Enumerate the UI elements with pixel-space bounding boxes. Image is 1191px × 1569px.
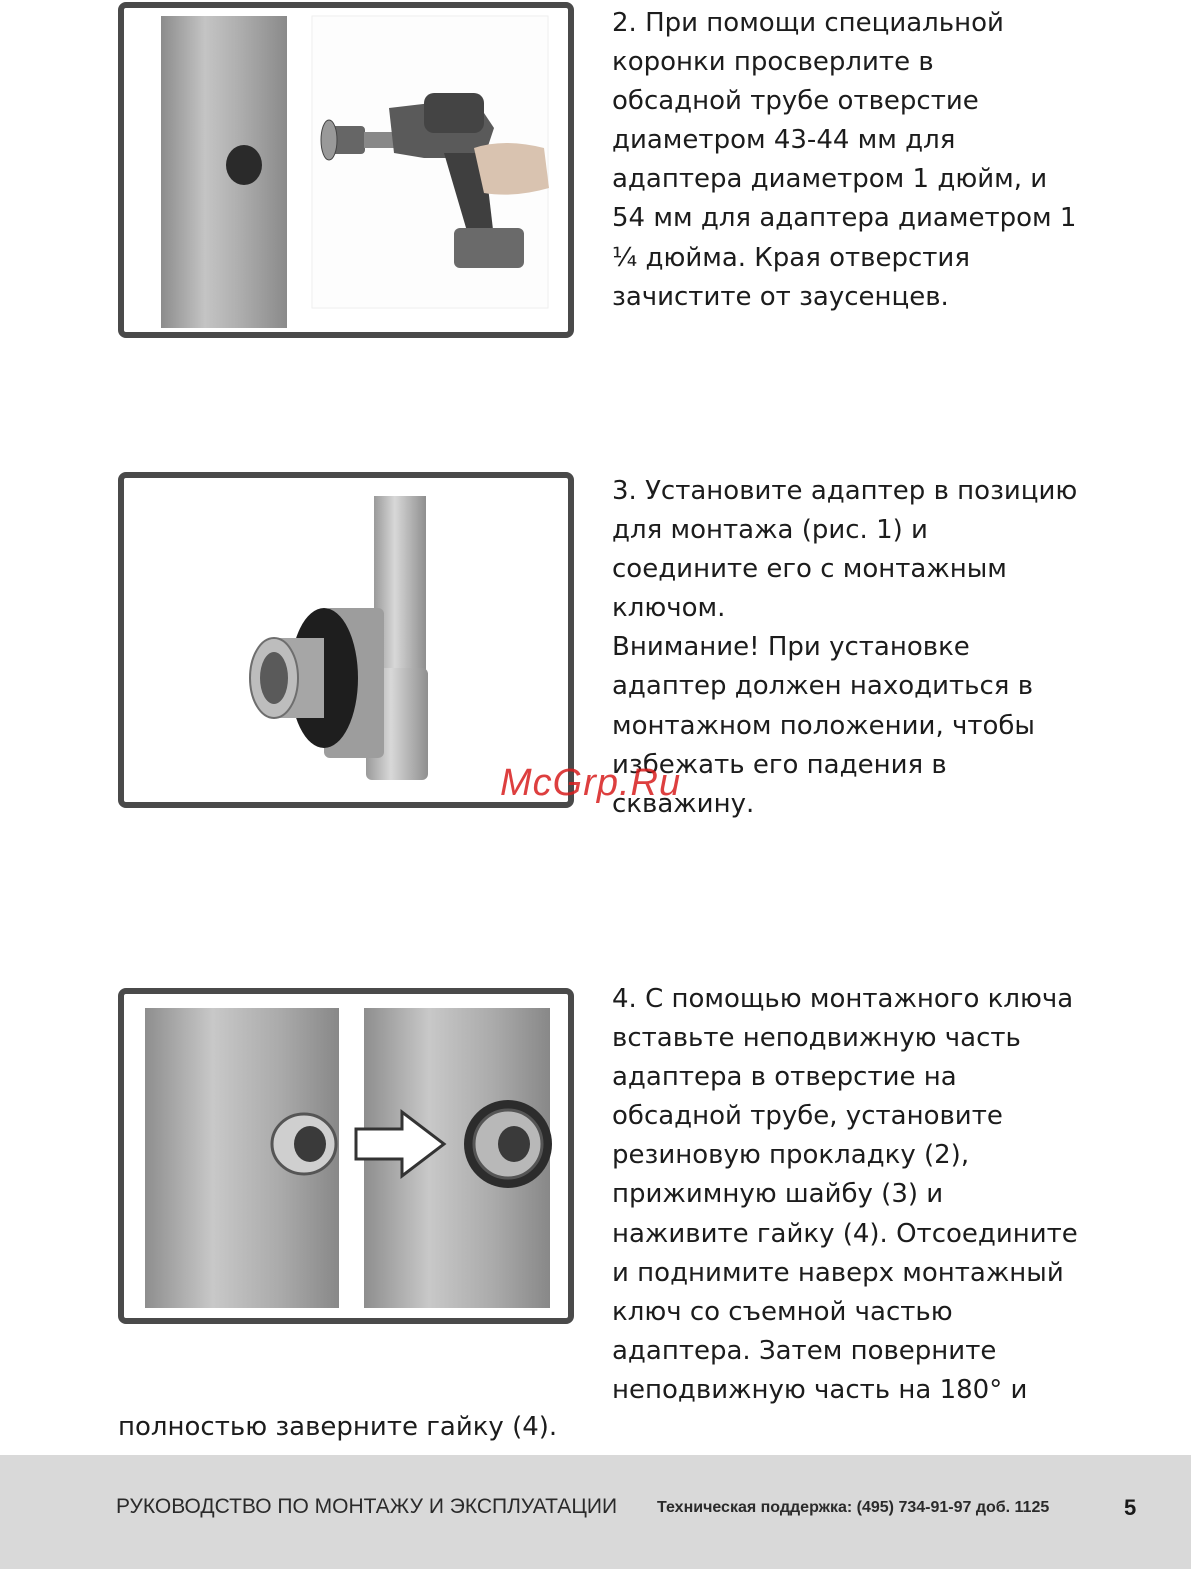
adapter-insert-illustration bbox=[124, 994, 568, 1318]
casing-pipe bbox=[161, 16, 287, 328]
pipe-drill-illustration bbox=[124, 8, 568, 332]
drilled-hole bbox=[226, 145, 262, 185]
step-2-text: 2. При помощи специальной коронки просверлите в обсадной трубе отверстие диаметром 43-44 мм для адаптера диаметром 1 дюйм, и 54 мм для адаптера диаметром 1 ¼ дюйма. Края отверстия зачистите от заусенцев. bbox=[612, 8, 1077, 312]
figure-adapter-insert bbox=[118, 988, 574, 1324]
step-4-text-tail: полностью заверните гайку (4). bbox=[118, 1412, 558, 1442]
page-number: 5 bbox=[1124, 1495, 1137, 1520]
page-footer bbox=[0, 1455, 1191, 1569]
step-4-text: 4. С помощью монтажного ключа вставьте неподвижную часть адаптера в отверстие на обсадной трубе, установите резиновую прокладку (2), прижимную шайбу (3) и наживите гайку (4). Отсоедините и поднимите наверх монтажный ключ со съемной частью адаптера. Затем поверните неподвижную часть на 180° и bbox=[612, 984, 1078, 1405]
watermark: McGrp.Ru bbox=[500, 762, 682, 804]
figure-adapter-position bbox=[118, 472, 574, 808]
figure-drill-hole bbox=[118, 2, 574, 338]
adapter-illustration bbox=[124, 478, 568, 802]
manual-title: РУКОВОДСТВО ПО МОНТАЖУ И ЭКСПЛУАТАЦИИ bbox=[116, 1495, 618, 1518]
support-contact: Техническая поддержка: (495) 734-91-97 доб. 1125 bbox=[657, 1499, 1050, 1516]
step-3-text: 3. Установите адаптер в позицию для монтажа (рис. 1) и соедините его с монтажным ключом. Внимание! При установке адаптер должен находиться в монтажном положении, чтобы избежать его падения в скважину. bbox=[612, 476, 1078, 819]
